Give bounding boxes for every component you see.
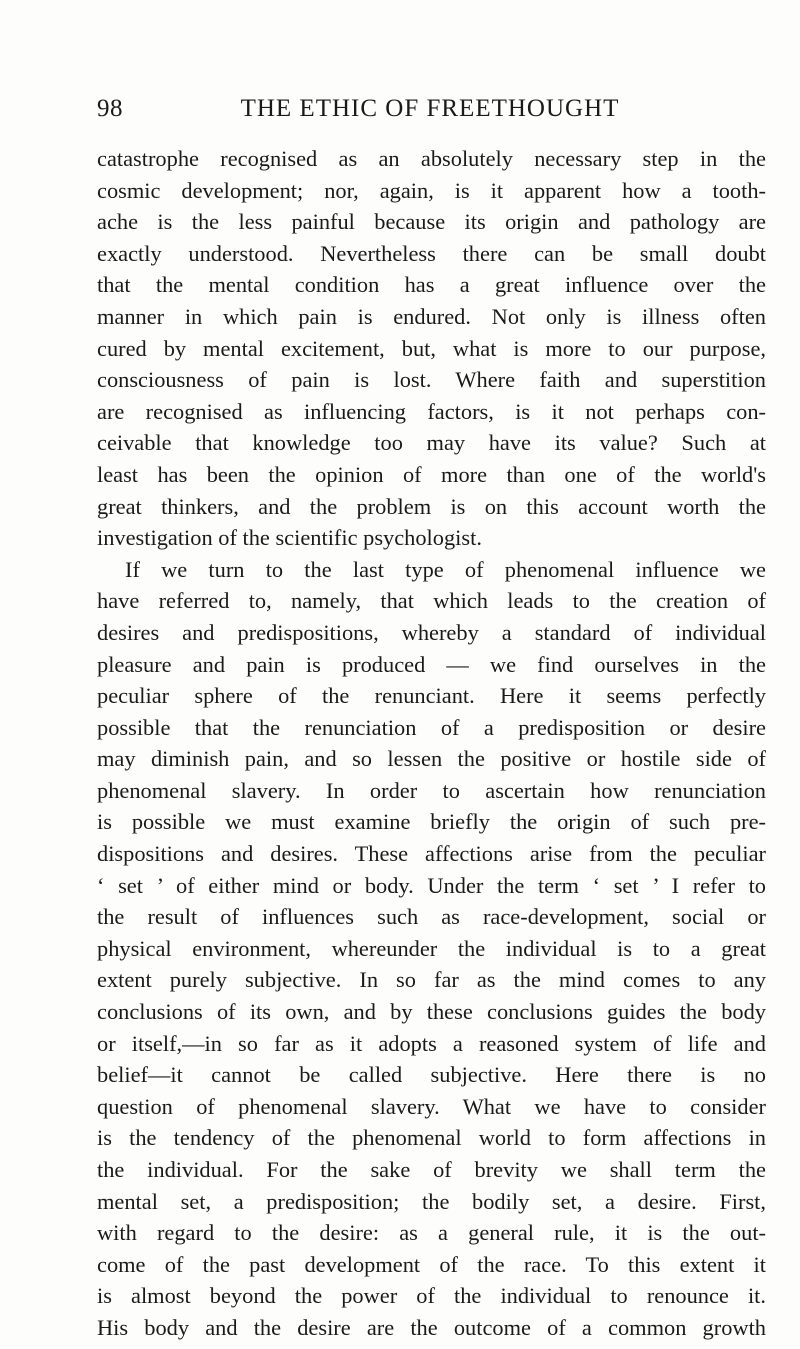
text-line: with regard to the desire: as a general rule, it is the out- bbox=[97, 1220, 766, 1246]
text-line: have referred to, namely, that which leads to the creation of bbox=[97, 588, 766, 614]
text-line: are recognised as influencing factors, is it not perhaps con- bbox=[97, 398, 766, 424]
text-line: come of the past development of the race. To this extent it bbox=[97, 1251, 766, 1277]
text-line: dispositions and desires. These affections arise from the peculiar bbox=[97, 841, 766, 867]
text-line: possible that the renunciation of a predisposition or desire bbox=[97, 714, 766, 740]
page-number: 98 bbox=[97, 95, 123, 122]
text-line: His body and the desire are the outcome of a common growth bbox=[97, 1314, 766, 1340]
text-line: is possible we must examine briefly the origin of such pre- bbox=[97, 809, 766, 835]
text-line: mental set, a predisposition; the bodily set, a desire. First, bbox=[97, 1188, 766, 1214]
text-line: may diminish pain, and so lessen the positive or hostile side of bbox=[97, 746, 766, 772]
text-line: investigation of the scientific psychologist. bbox=[97, 525, 482, 551]
text-line: If we turn to the last type of phenomenal influence we bbox=[125, 556, 766, 582]
text-line: pleasure and pain is produced — we find ourselves in the bbox=[97, 651, 766, 677]
text-line: cosmic development; nor, again, is it apparent how a tooth- bbox=[97, 177, 766, 203]
text-line: conclusions of its own, and by these conclusions guides the body bbox=[97, 999, 766, 1025]
text-line: ache is the less painful because its origin and pathology are bbox=[97, 209, 766, 235]
text-line: or itself,—in so far as it adopts a reasoned system of life and bbox=[97, 1030, 766, 1056]
text-line: question of phenomenal slavery. What we have to consider bbox=[97, 1093, 766, 1119]
text-line: great thinkers, and the problem is on this account worth the bbox=[97, 493, 766, 519]
text-line: belief—it cannot be called subjective. Here there is no bbox=[97, 1062, 766, 1088]
text-line: ‘ set ’ of either mind or body. Under the term ‘ set ’ I refer to bbox=[97, 872, 766, 898]
text-line: manner in which pain is endured. Not only is illness often bbox=[97, 303, 766, 329]
text-line: least has been the opinion of more than one of the world's bbox=[97, 461, 766, 487]
text-line: ceivable that knowledge too may have its value? Such at bbox=[97, 430, 766, 456]
text-line: physical environment, whereunder the individual is to a great bbox=[97, 935, 766, 961]
body-text bbox=[97, 143, 766, 1344]
text-line: extent purely subjective. In so far as the mind comes to any bbox=[97, 967, 766, 993]
text-line: the individual. For the sake of brevity we shall term the bbox=[97, 1157, 766, 1182]
text-line: is the tendency of the phenomenal world to form affections in bbox=[97, 1125, 766, 1151]
text-line: consciousness of pain is lost. Where faith and superstition bbox=[97, 367, 766, 393]
text-line: peculiar sphere of the renunciant. Here it seems perfectly bbox=[97, 683, 766, 709]
running-head bbox=[97, 95, 763, 131]
text-line: exactly understood. Nevertheless there can be small doubt bbox=[97, 240, 766, 266]
text-line: desires and predispositions, whereby a standard of individual bbox=[97, 619, 766, 645]
text-line: catastrophe recognised as an absolutely necessary step in the bbox=[97, 146, 766, 171]
text-line: that the mental condition has a great influence over the bbox=[97, 272, 766, 298]
text-line: the result of influences such as race-development, social or bbox=[97, 904, 766, 930]
text-line: phenomenal slavery. In order to ascertain how renunciation bbox=[97, 777, 766, 803]
running-title: THE ETHIC OF FREETHOUGHT bbox=[240, 95, 620, 122]
text-line: is almost beyond the power of the individual to renounce it. bbox=[97, 1283, 766, 1309]
text-line: cured by mental excitement, but, what is more to our purpose, bbox=[97, 335, 766, 361]
